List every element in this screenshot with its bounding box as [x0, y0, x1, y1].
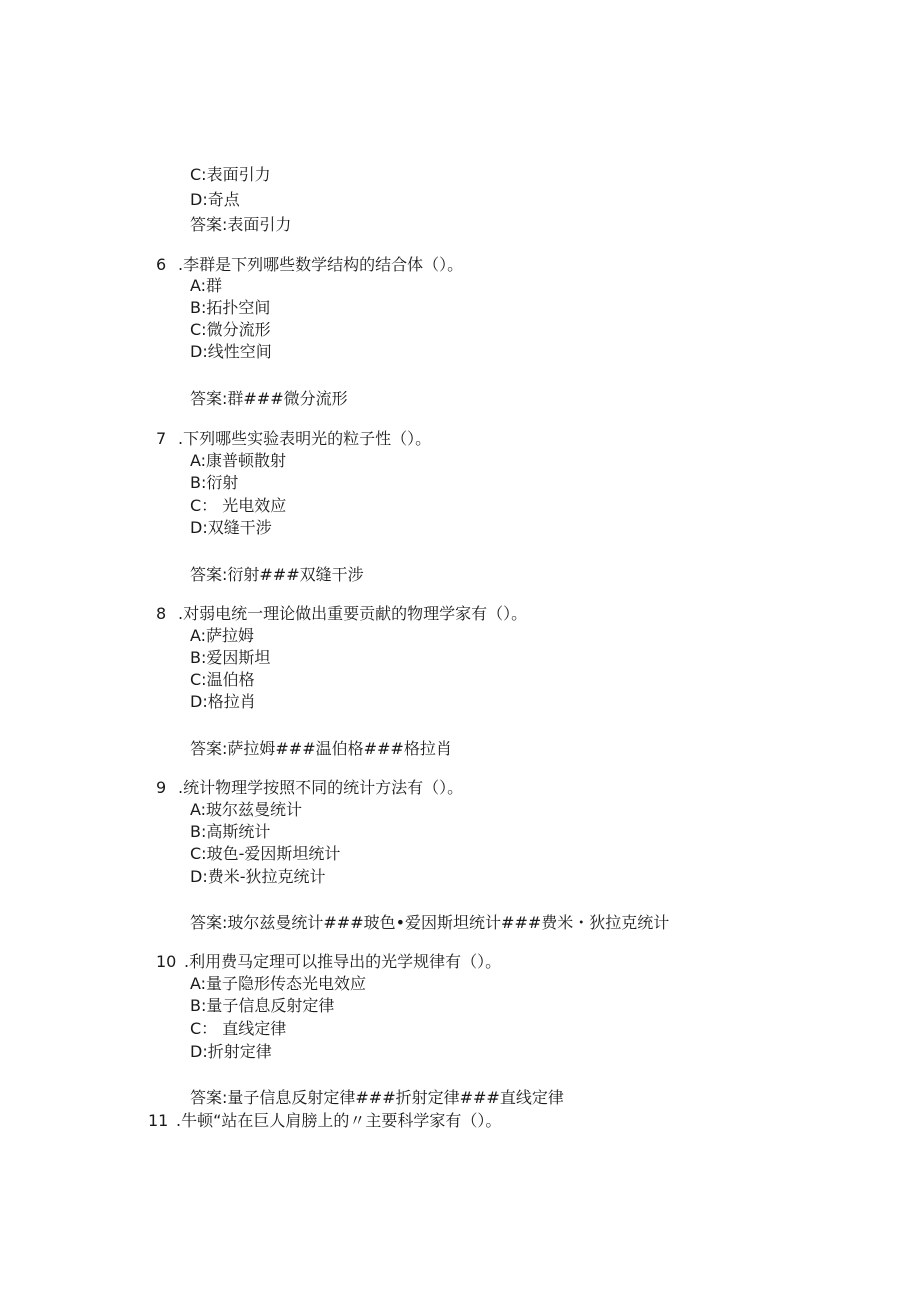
- answer-line: 答案:表面引力: [190, 215, 292, 234]
- option-a: A:群: [190, 276, 223, 295]
- option-d: D:奇点: [190, 190, 240, 209]
- question-number: 11: [148, 1111, 169, 1130]
- option-d: D:格拉肖: [190, 692, 256, 711]
- answer-line: 答案:群###微分流形: [190, 389, 348, 408]
- option-b: B:高斯统计: [190, 822, 271, 841]
- question-stem: .利用费马定理可以推导出的光学规律有（）。: [184, 952, 502, 971]
- option-a: A:玻尔兹曼统计: [190, 800, 303, 819]
- option-c: C:表面引力: [190, 165, 271, 184]
- answer-line: 答案:衍射###双缝干涉: [190, 565, 364, 584]
- option-c: C:玻色-爱因斯坦统计: [190, 844, 341, 863]
- option-c: C:微分流形: [190, 320, 271, 339]
- option-a: A:康普顿散射: [190, 451, 287, 470]
- question-stem: .李群是下列哪些数学结构的结合体（）。: [178, 255, 464, 274]
- option-d: D:线性空间: [190, 342, 272, 361]
- option-a: A:萨拉姆: [190, 626, 255, 645]
- question-number: 8: [156, 604, 167, 623]
- answer-line: 答案:萨拉姆###温伯格###格拉肖: [190, 739, 452, 758]
- answer-line: 答案:玻尔兹曼统计###玻色•爱因斯坦统计###费米・狄拉克统计: [190, 913, 670, 932]
- question-stem: .下列哪些实验表明光的粒子性（）。: [178, 429, 432, 448]
- question-stem: .对弱电统一理论做出重要贡献的物理学家有（）。: [178, 604, 528, 623]
- option-c: C： 光电效应: [190, 496, 287, 515]
- question-stem: .牛顿“站在巨人肩膀上的〃主要科学家有（）。: [176, 1111, 502, 1130]
- option-b: B:爱因斯坦: [190, 648, 271, 667]
- question-number: 7: [156, 429, 167, 448]
- option-b: B:衍射: [190, 473, 239, 492]
- option-c: C： 直线定律: [190, 1019, 287, 1038]
- question-number: 9: [156, 778, 167, 797]
- option-d: D:费米-狄拉克统计: [190, 867, 326, 886]
- question-number: 6: [156, 255, 167, 274]
- option-b: B:量子信息反射定律: [190, 996, 335, 1015]
- option-d: D:折射定律: [190, 1042, 272, 1061]
- option-b: B:拓扑空间: [190, 298, 271, 317]
- answer-line: 答案:量子信息反射定律###折射定律###直线定律: [190, 1088, 564, 1107]
- option-d: D:双缝干涉: [190, 518, 272, 537]
- question-number: 10: [156, 952, 177, 971]
- option-c: C:温伯格: [190, 670, 255, 689]
- option-a: A:量子隐形传态光电效应: [190, 974, 367, 993]
- question-stem: .统计物理学按照不同的统计方法有（）。: [178, 778, 464, 797]
